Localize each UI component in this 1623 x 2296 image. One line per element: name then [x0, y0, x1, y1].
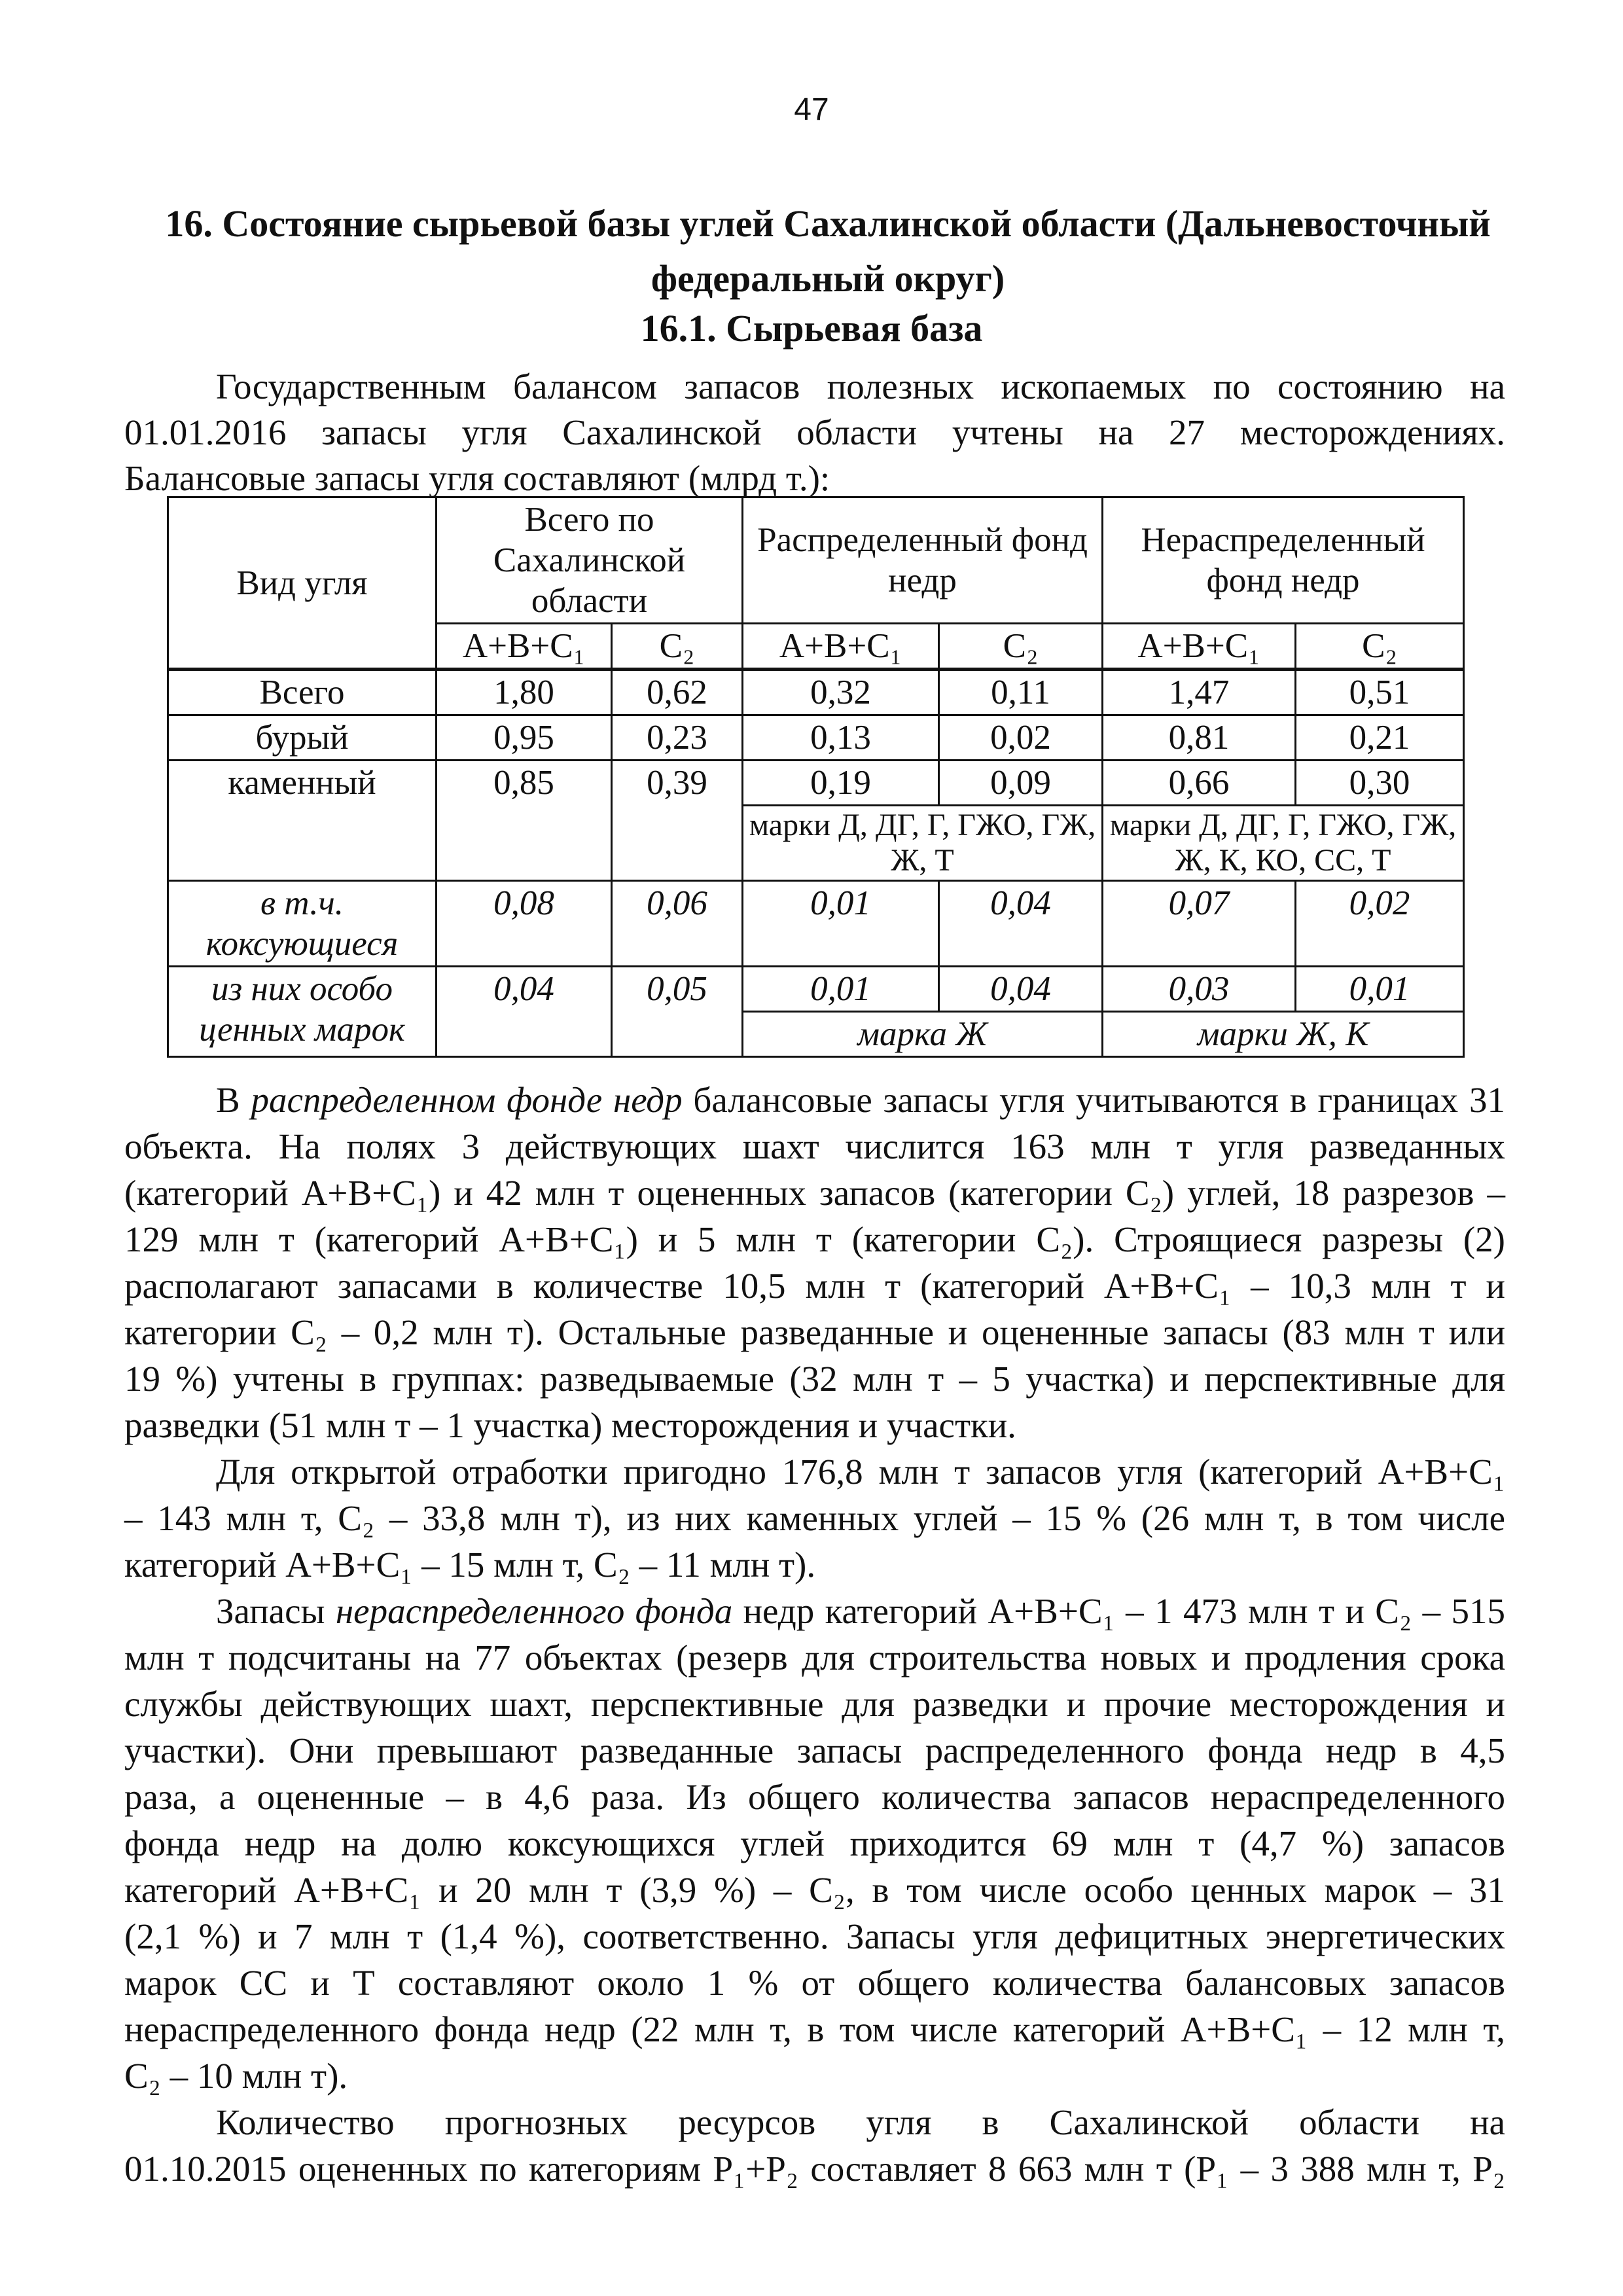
- header-group-distributed: Распределенный фонд недр: [743, 497, 1103, 624]
- text-line: 19 %) учтены в группах: разведываемые (32 млн т – 5 участка) и перспективные для: [124, 1359, 1505, 1399]
- emphasis: нераспределенного фонда: [335, 1591, 733, 1631]
- grade-note-undistributed: марки Д, ДГ, Г, ГЖО, ГЖ, Ж, К, КО, СС, Т: [1103, 806, 1464, 881]
- intro-paragraph: [124, 364, 1505, 501]
- paragraph-undistributed: [124, 1588, 1505, 2099]
- table-cell: 0,01: [743, 967, 939, 1012]
- grade-note-undistributed: марки Ж, К: [1103, 1012, 1464, 1057]
- grade-note-distributed: марка Ж: [743, 1012, 1103, 1057]
- subheader-cell: А+В+С₁: [437, 624, 612, 670]
- table-cell: 0,11: [939, 670, 1103, 715]
- intro-line: 01.01.2016 запасы угля Сахалинской области учтены на 27 месторождениях.: [124, 412, 1505, 452]
- table-row: [168, 761, 1464, 806]
- subheader-cell: С₂: [612, 624, 743, 670]
- table-cell: 0,66: [1103, 761, 1296, 806]
- table-cell: 0,02: [939, 715, 1103, 761]
- grade-note-distributed: марки Д, ДГ, Г, ГЖО, ГЖ, Ж, Т: [743, 806, 1103, 881]
- row-label: в т.ч. коксующиеся: [168, 881, 437, 967]
- text-line: объекта. На полях 3 действующих шахт числится 163 млн т угля разведанных: [124, 1126, 1505, 1166]
- text-line: 129 млн т (категорий А+В+С₁) и 5 млн т (категории С₂). Строящиеся разрезы (2): [124, 1219, 1505, 1259]
- table-cell: 0,02: [1296, 881, 1464, 967]
- subheader-cell: А+В+С₁: [743, 624, 939, 670]
- subheader-cell: С₂: [939, 624, 1103, 670]
- table-cell: 0,01: [743, 881, 939, 967]
- table-cell: 0,04: [939, 881, 1103, 967]
- table-header-row: [168, 497, 1464, 624]
- table-cell: 0,19: [743, 761, 939, 806]
- paragraph-distributed: [124, 1077, 1505, 1448]
- text-line: (2,1 %) и 7 млн т (1,4 %), соответственно. Запасы угля дефицитных энергетических: [124, 1916, 1505, 1956]
- row-label: каменный: [168, 761, 437, 881]
- table-row: [168, 881, 1464, 967]
- text-line: нераспределенного фонда недр (22 млн т, в том числе категорий А+В+С₁ – 12 млн т,: [124, 2009, 1505, 2049]
- table-cell: 0,85: [437, 761, 612, 881]
- header-group-total: Всего по Сахалинской области: [437, 497, 743, 624]
- table-cell: 0,51: [1296, 670, 1464, 715]
- header-coal-type: Вид угля: [168, 497, 437, 670]
- subheader-cell: С₂: [1296, 624, 1464, 670]
- text-line: (категорий А+В+С₁) и 42 млн т оцененных запасов (категории С₂) углей, 18 разрезов –: [124, 1173, 1505, 1213]
- body-text: [124, 1077, 1505, 2192]
- text-line: – 143 млн т, С₂ – 33,8 млн т), из них каменных углей – 15 % (26 млн т, в том числе: [124, 1498, 1505, 1538]
- paragraph-open-pit: [124, 1448, 1505, 1588]
- paragraph-forecast: [124, 2099, 1505, 2192]
- text-line: Количество прогнозных ресурсов угля в Сахалинской области на: [216, 2102, 1505, 2142]
- table-row: [168, 715, 1464, 761]
- intro-line: Балансовые запасы угля составляют (млрд т.):: [124, 458, 830, 498]
- table-cell: 0,08: [437, 881, 612, 967]
- table-cell: 0,81: [1103, 715, 1296, 761]
- text-line: 01.10.2015 оцененных по категориям Р₁+Р₂ составляет 8 663 млн т (Р₁ – 3 388 млн т, Р₂: [124, 2149, 1505, 2189]
- table-cell: 0,30: [1296, 761, 1464, 806]
- intro-line: Государственным балансом запасов полезных ископаемых по состоянию на: [216, 367, 1505, 406]
- text-line: С₂ – 10 млн т).: [124, 2056, 348, 2096]
- text-line: [124, 1077, 1505, 1123]
- table-cell: 0,04: [939, 967, 1103, 1012]
- table-cell: 0,01: [1296, 967, 1464, 1012]
- text-line: разведки (51 млн т – 1 участка) месторождения и участки.: [124, 1405, 1016, 1445]
- text-line: службы действующих шахт, перспективные для разведки и прочие месторождения и: [124, 1684, 1505, 1724]
- table-row: [168, 967, 1464, 1012]
- table-cell: 0,13: [743, 715, 939, 761]
- row-label: из них особо ценных марок: [168, 967, 437, 1057]
- row-label: Всего: [168, 670, 437, 715]
- table-cell: 1,47: [1103, 670, 1296, 715]
- text-fragment: Запасы: [216, 1591, 336, 1631]
- text-line: категории С₂ – 0,2 млн т). Остальные разведанные и оцененные запасы (83 млн т или: [124, 1312, 1505, 1352]
- emphasis: распределенном фонде недр: [251, 1080, 683, 1120]
- table-cell: 0,07: [1103, 881, 1296, 967]
- table-cell: 0,32: [743, 670, 939, 715]
- table-cell: 0,09: [939, 761, 1103, 806]
- text-line: Для открытой отработки пригодно 176,8 млн т запасов угля (категорий А+В+С₁: [216, 1452, 1505, 1492]
- text-fragment: балансовые запасы угля учитываются в границах 31: [682, 1080, 1505, 1120]
- section-title: 16. Состояние сырьевой базы углей Сахалинской области (Дальневосточный федеральный округ): [165, 202, 1491, 300]
- coal-reserves-table: [167, 496, 1465, 1058]
- table-cell: 0,21: [1296, 715, 1464, 761]
- text-line: [124, 1588, 1505, 1634]
- text-line: участки). Они превышают разведанные запасы распределенного фонда недр в 4,5: [124, 1731, 1505, 1770]
- table-cell: 1,80: [437, 670, 612, 715]
- text-line: фонда недр на долю коксующихся углей приходится 69 млн т (4,7 %) запасов: [124, 1823, 1505, 1863]
- table-cell: 0,23: [612, 715, 743, 761]
- page-number: 47: [794, 92, 829, 127]
- table-cell: 0,05: [612, 967, 743, 1057]
- table-cell: 0,06: [612, 881, 743, 967]
- table-cell: 0,95: [437, 715, 612, 761]
- table-row: [168, 670, 1464, 715]
- table-cell: 0,39: [612, 761, 743, 881]
- text-line: марок СС и Т составляют около 1 % от общего количества балансовых запасов: [124, 1963, 1505, 2003]
- text-line: располагают запасами в количестве 10,5 млн т (категорий А+В+С₁ – 10,3 млн т и: [124, 1266, 1505, 1306]
- subsection-title: 16.1. Сырьевая база: [640, 307, 983, 350]
- text-line: категорий А+В+С₁ и 20 млн т (3,9 %) – С₂, в том числе особо ценных марок – 31: [124, 1870, 1505, 1910]
- text-line: раза, а оцененные – в 4,6 раза. Из общего количества запасов нераспределенного: [124, 1777, 1505, 1817]
- table-cell: 0,62: [612, 670, 743, 715]
- subheader-cell: А+В+С₁: [1103, 624, 1296, 670]
- table-cell: 0,03: [1103, 967, 1296, 1012]
- row-label: бурый: [168, 715, 437, 761]
- header-group-undistributed: Нераспределенный фонд недр: [1103, 497, 1464, 624]
- table-cell: 0,04: [437, 967, 612, 1057]
- text-line: категорий А+В+С₁ – 15 млн т, С₂ – 11 млн т).: [124, 1545, 816, 1585]
- text-line: млн т подсчитаны на 77 объектах (резерв для строительства новых и продления срока: [124, 1638, 1505, 1677]
- text-fragment: недр категорий А+В+С₁ – 1 473 млн т и С₂ – 515: [732, 1591, 1505, 1631]
- text-fragment: В: [216, 1080, 251, 1120]
